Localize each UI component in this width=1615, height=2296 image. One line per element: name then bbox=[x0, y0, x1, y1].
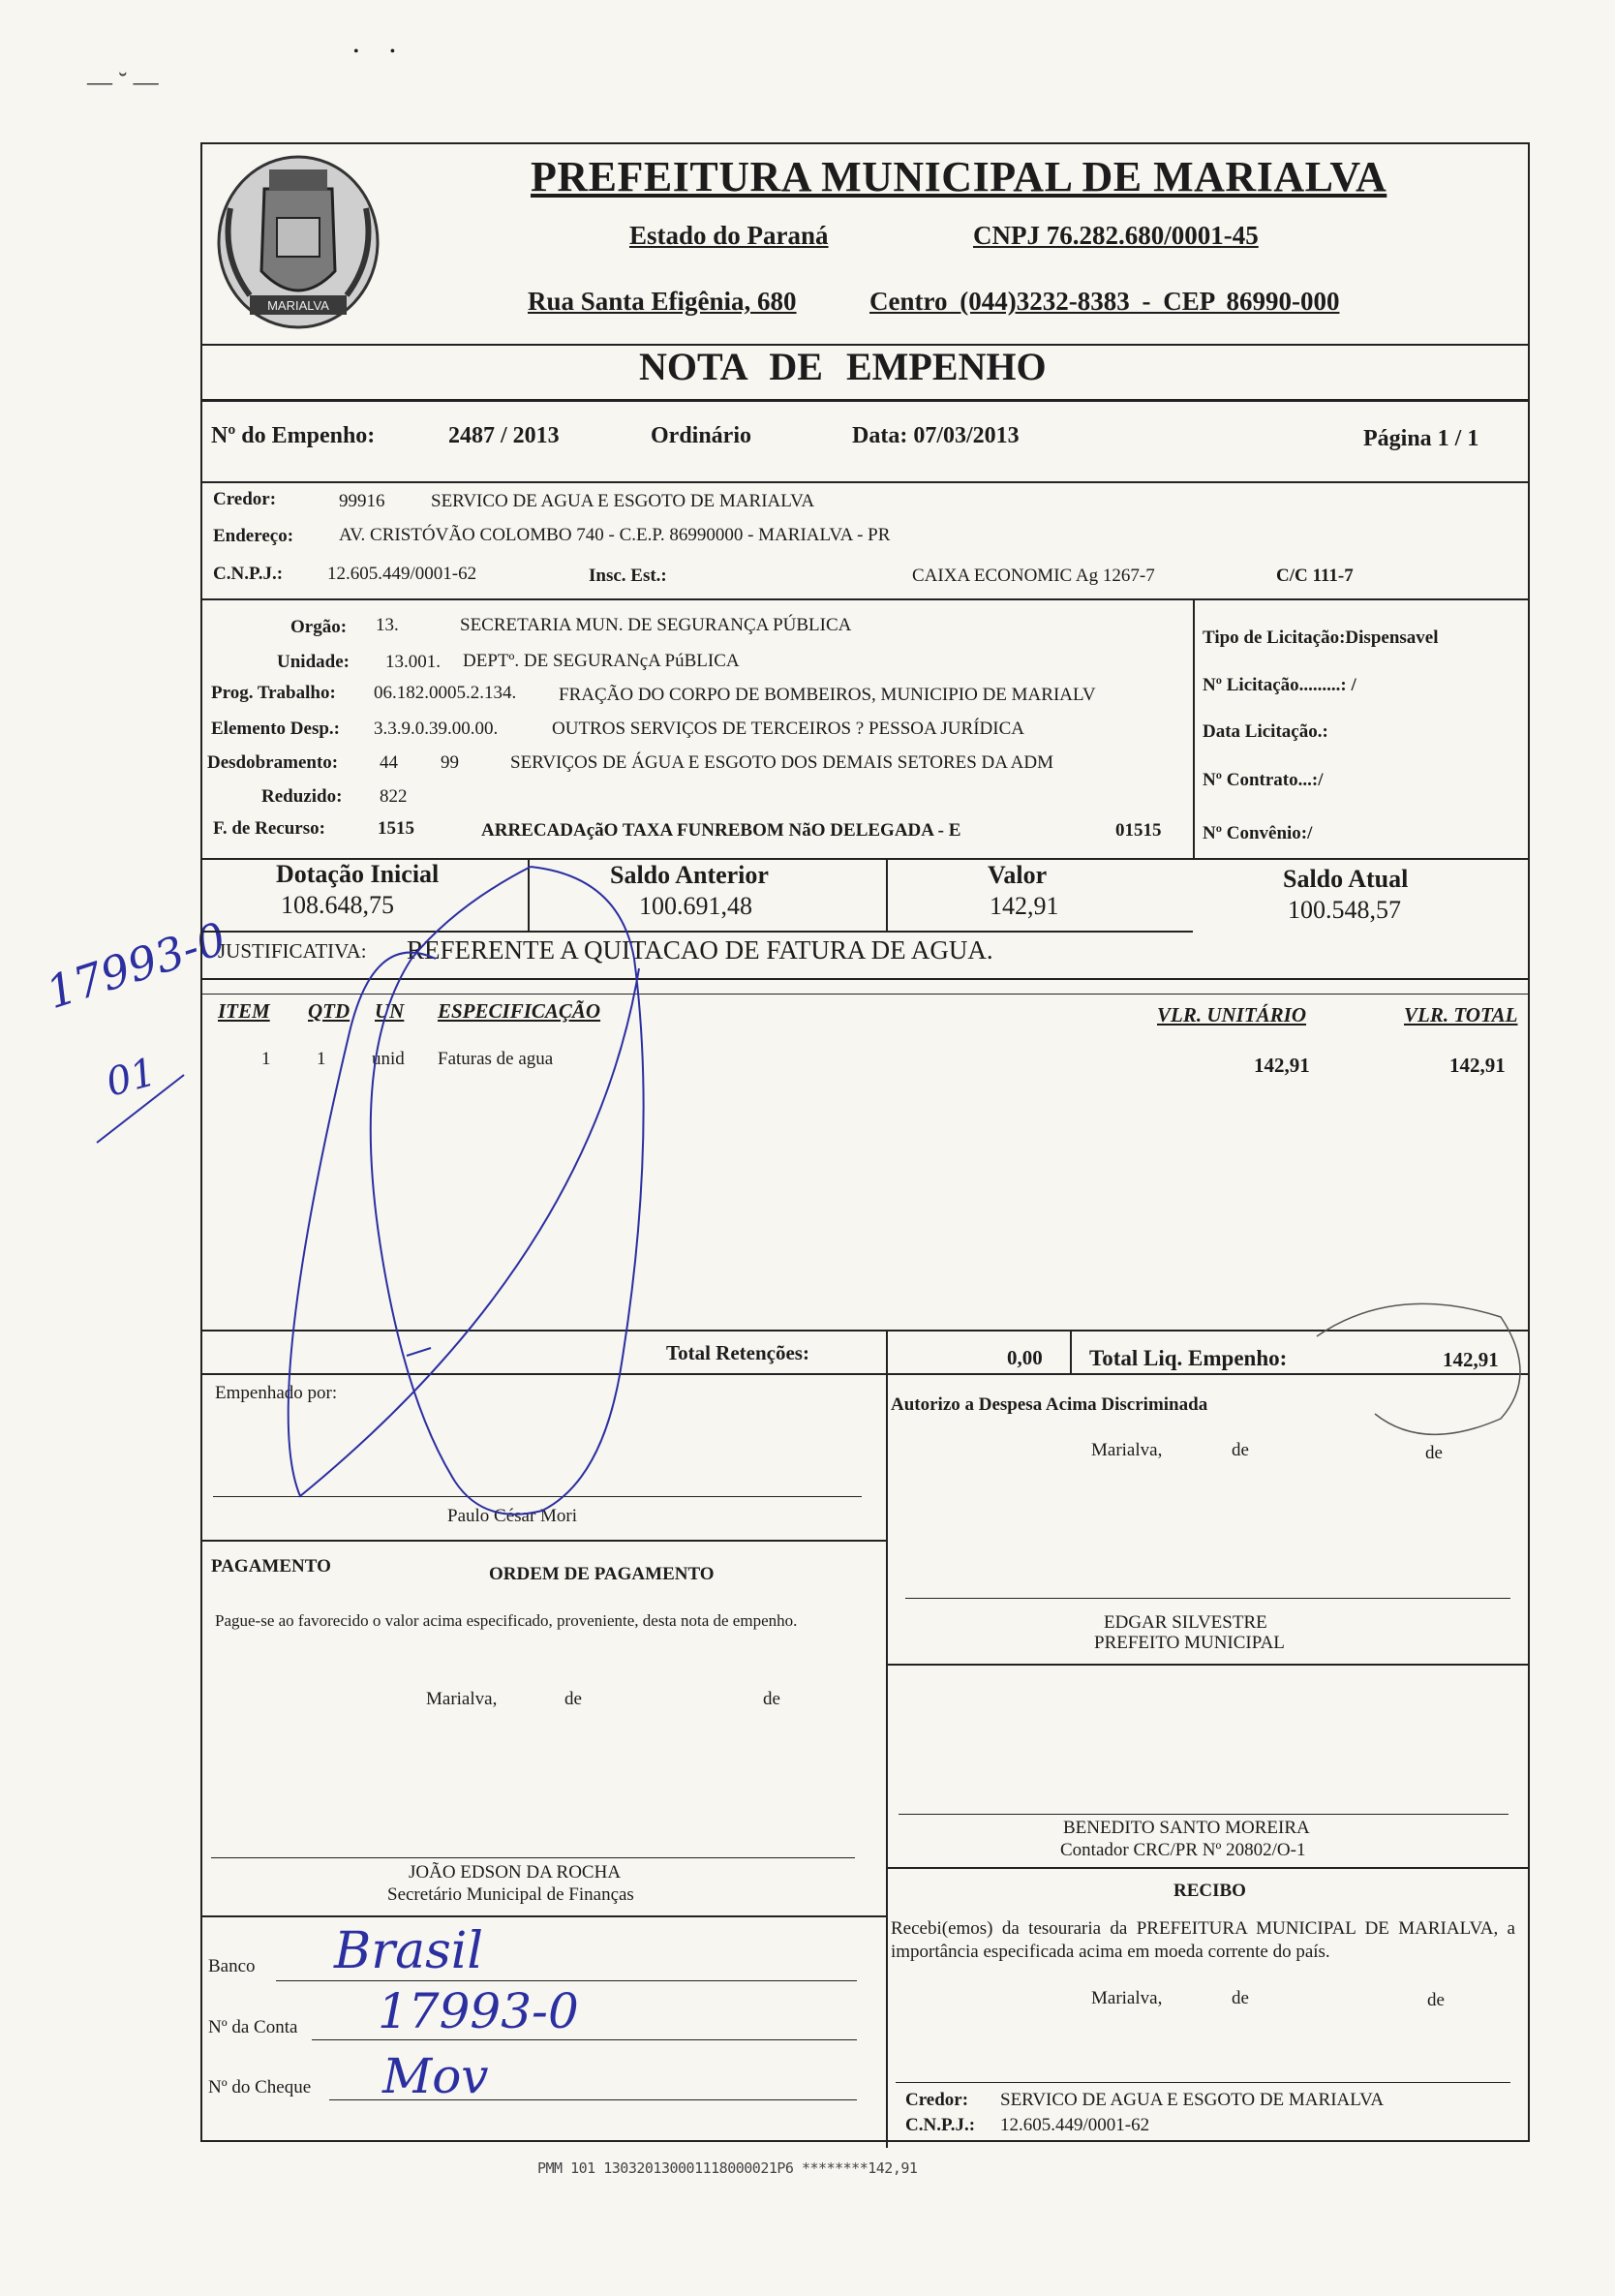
liquido-label: Total Liq. Empenho: bbox=[1089, 1346, 1288, 1370]
recibo-cnpj: 12.605.449/0001-62 bbox=[1000, 2115, 1150, 2135]
licitacao-data: Data Licitação.: bbox=[1203, 721, 1328, 742]
licitacao-numero: Nº Licitação.........: / bbox=[1203, 675, 1356, 695]
col-vlr-total: VLR. TOTAL bbox=[1404, 1003, 1518, 1026]
item-un: unid bbox=[372, 1049, 405, 1069]
address-label: Endereço: bbox=[213, 526, 294, 546]
saldo-atual-value: 100.548,57 bbox=[1288, 896, 1401, 924]
elem-label: Elemento Desp.: bbox=[211, 719, 340, 739]
elem-name: OUTROS SERVIÇOS DE TERCEIROS ? PESSOA JURÍDICA bbox=[552, 719, 1024, 739]
orgao-code: 13. bbox=[376, 615, 399, 635]
conta-label: Nº da Conta bbox=[208, 2017, 298, 2037]
licitacao-contrato: Nº Contrato...:/ bbox=[1203, 770, 1324, 790]
autorizo-text: Autorizo a Despesa Acima Discriminada bbox=[891, 1394, 1208, 1415]
licitacao-convenio: Nº Convênio:/ bbox=[1203, 823, 1313, 843]
empenho-label: Nº do Empenho: bbox=[211, 423, 376, 448]
conta-value: 17993-0 bbox=[378, 1983, 579, 2039]
empenho-date: Data: 07/03/2013 bbox=[852, 423, 1020, 448]
prefeito-role: PREFEITO MUNICIPAL bbox=[1094, 1633, 1285, 1653]
col-qtd: QTD bbox=[308, 999, 350, 1023]
col-vlr-unitario: VLR. UNITÁRIO bbox=[1157, 1003, 1307, 1026]
contador-name: BENEDITO SANTO MOREIRA bbox=[1063, 1818, 1310, 1838]
credor-cc: C/C 111-7 bbox=[1276, 566, 1354, 586]
scan-dot: • • bbox=[353, 44, 396, 60]
cheque-label: Nº do Cheque bbox=[208, 2077, 312, 2097]
recibo-title: RECIBO bbox=[1173, 1881, 1246, 1901]
state-label: Estado do Paraná bbox=[629, 221, 829, 250]
dotacao-label: Dotação Inicial bbox=[276, 860, 440, 888]
saldo-anterior-value: 100.691,48 bbox=[639, 892, 752, 920]
autorizo-de1: de bbox=[1232, 1440, 1249, 1460]
empenhado-label: Empenhado por: bbox=[215, 1383, 338, 1403]
desd-b: 99 bbox=[441, 752, 459, 773]
justificativa-text: REFERENTE A QUITACAO DE FATURA DE AGUA. bbox=[407, 935, 993, 964]
pagamento-text: Pague-se ao favorecido o valor acima especificado, proveniente, desta nota de empenho. bbox=[215, 1611, 798, 1630]
pagamento-de1: de bbox=[564, 1689, 582, 1709]
street-address: Rua Santa Efigênia, 680 bbox=[528, 287, 797, 316]
fonte-code: 1515 bbox=[378, 818, 414, 839]
scan-marks: — ˘ — bbox=[87, 68, 159, 96]
credor-name: SERVICO DE AGUA E ESGOTO DE MARIALVA bbox=[431, 491, 815, 511]
credor-bank: CAIXA ECONOMIC Ag 1267-7 bbox=[912, 566, 1155, 586]
margin-stroke bbox=[97, 1075, 194, 1152]
prog-name: FRAÇÃO DO CORPO DE BOMBEIROS, MUNICIPIO DE MARIALV bbox=[559, 685, 1096, 705]
banco-label: Banco bbox=[208, 1956, 256, 1976]
ordem-pagamento: ORDEM DE PAGAMENTO bbox=[489, 1564, 715, 1584]
credor-cnpj: 12.605.449/0001-62 bbox=[327, 564, 477, 584]
recibo-credor-label: Credor: bbox=[905, 2090, 969, 2110]
unidade-code: 13.001. bbox=[385, 652, 441, 672]
recibo-text: Recebi(emos) da tesouraria da PREFEITURA MUNICIPAL DE MARIALVA, a importância especificada acima em moeda corrente do país. bbox=[891, 1918, 1515, 1962]
recibo-de1: de bbox=[1232, 1988, 1249, 2008]
secretario-role: Secretário Municipal de Finanças bbox=[387, 1884, 634, 1905]
secretario-name: JOÃO EDSON DA ROCHA bbox=[409, 1862, 622, 1883]
address-contact: Centro (044)3232-8383 - CEP 86990-000 bbox=[869, 287, 1340, 316]
col-un: UN bbox=[375, 999, 405, 1023]
item-total: 142,91 bbox=[1449, 1054, 1506, 1077]
justificativa-label: JUSTIFICATIVA: bbox=[218, 939, 367, 963]
dotacao-value: 108.648,75 bbox=[281, 891, 394, 919]
desd-name: SERVIÇOS DE ÁGUA E ESGOTO DOS DEMAIS SETORES DA ADM bbox=[510, 752, 1053, 773]
credor-address: AV. CRISTÓVÃO COLOMBO 740 - C.E.P. 86990000 - MARIALVA - PR bbox=[339, 525, 891, 545]
fonte-name: ARRECADAçãO TAXA FUNREBOM NãO DELEGADA - E bbox=[481, 820, 961, 841]
contador-role: Contador CRC/PR Nº 20802/O-1 bbox=[1060, 1840, 1306, 1860]
credor-label: Credor: bbox=[213, 489, 277, 509]
prog-code: 06.182.0005.2.134. bbox=[374, 683, 517, 703]
retencoes-value: 0,00 bbox=[1007, 1346, 1043, 1369]
autorizo-city: Marialva, bbox=[1091, 1440, 1163, 1460]
retencoes-label: Total Retenções: bbox=[666, 1341, 809, 1364]
licitacao-tipo: Tipo de Licitação:Dispensavel bbox=[1203, 628, 1439, 648]
pagamento-de2: de bbox=[763, 1689, 780, 1709]
insc-label: Insc. Est.: bbox=[589, 566, 667, 586]
col-item: ITEM bbox=[218, 999, 270, 1023]
empenho-type: Ordinário bbox=[651, 423, 752, 448]
page-title: PREFEITURA MUNICIPAL DE MARIALVA bbox=[531, 153, 1387, 200]
item-unit: 142,91 bbox=[1254, 1054, 1310, 1077]
empenhado-name: Paulo César Mori bbox=[447, 1506, 578, 1526]
autorizo-de2: de bbox=[1425, 1443, 1443, 1463]
municipal-seal-icon bbox=[211, 150, 385, 334]
cnpj-header: CNPJ 76.282.680/0001-45 bbox=[973, 221, 1259, 250]
empenho-number: 2487 / 2013 bbox=[448, 423, 560, 448]
unidade-name: DEPTº. DE SEGURANçA PúBLICA bbox=[463, 651, 740, 671]
valor-value: 142,91 bbox=[990, 892, 1059, 920]
footer-code: PMM 101 130320130001118000021P6 ********142,91 bbox=[537, 2159, 918, 2177]
doc-title: NOTA DE EMPENHO bbox=[639, 345, 1047, 388]
cnpj-label: C.N.P.J.: bbox=[213, 564, 284, 584]
pagamento-city: Marialva, bbox=[426, 1689, 498, 1709]
fonte-num: 01515 bbox=[1115, 820, 1162, 841]
margin-handwriting-2: 01 bbox=[101, 1050, 161, 1106]
unidade-label: Unidade: bbox=[277, 652, 350, 672]
banco-value: Brasil bbox=[334, 1922, 484, 1980]
col-especificacao: ESPECIFICAÇÃO bbox=[438, 999, 601, 1023]
reduzido-value: 822 bbox=[380, 786, 408, 807]
saldo-atual-label: Saldo Atual bbox=[1283, 865, 1409, 893]
item-number: 1 bbox=[261, 1049, 271, 1069]
seal-text: MARIALVA bbox=[267, 298, 329, 313]
desd-a: 44 bbox=[380, 752, 398, 773]
recibo-city: Marialva, bbox=[1091, 1988, 1163, 2008]
pagamento-title: PAGAMENTO bbox=[211, 1556, 331, 1577]
item-qtd: 1 bbox=[317, 1049, 326, 1069]
desd-label: Desdobramento: bbox=[207, 752, 339, 773]
recibo-de2: de bbox=[1427, 1990, 1445, 2010]
liquido-value: 142,91 bbox=[1443, 1348, 1499, 1371]
margin-handwriting: 17993-0 bbox=[40, 911, 232, 1020]
orgao-name: SECRETARIA MUN. DE SEGURANÇA PÚBLICA bbox=[460, 615, 852, 635]
prog-label: Prog. Trabalho: bbox=[211, 683, 336, 703]
credor-code: 99916 bbox=[339, 491, 385, 511]
reduzido-label: Reduzido: bbox=[261, 786, 343, 807]
cheque-value: Mov bbox=[382, 2048, 489, 2104]
valor-label: Valor bbox=[988, 861, 1048, 889]
item-desc: Faturas de agua bbox=[438, 1049, 554, 1069]
recibo-credor: SERVICO DE AGUA E ESGOTO DE MARIALVA bbox=[1000, 2090, 1385, 2110]
page-number: Página 1 / 1 bbox=[1363, 426, 1479, 451]
saldo-anterior-label: Saldo Anterior bbox=[610, 861, 769, 889]
prefeito-name: EDGAR SILVESTRE bbox=[1104, 1612, 1267, 1633]
orgao-label: Orgão: bbox=[290, 617, 348, 637]
fonte-label: F. de Recurso: bbox=[213, 818, 325, 839]
elem-code: 3.3.9.0.39.00.00. bbox=[374, 719, 499, 739]
recibo-cnpj-label: C.N.P.J.: bbox=[905, 2115, 976, 2135]
